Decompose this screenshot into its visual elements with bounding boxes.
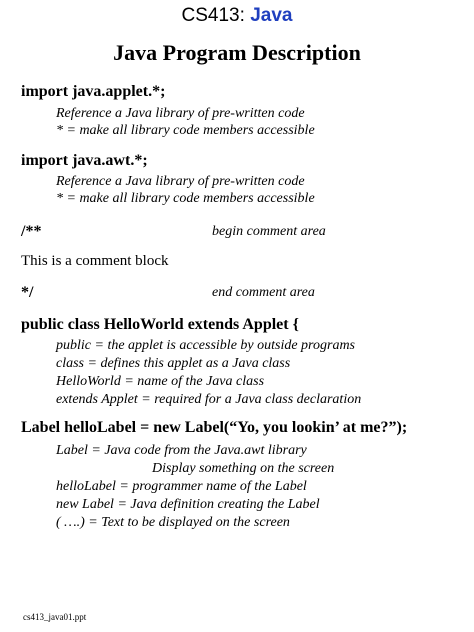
- note-line: new Label = Java definition creating the Label: [56, 497, 320, 512]
- code-line-class-declaration: public class HelloWorld extends Applet {: [21, 316, 299, 333]
- note-line: Reference a Java library of pre-written code: [56, 174, 305, 189]
- note-line: Display something on the screen: [152, 461, 335, 476]
- code-line-import-awt: import java.awt.*;: [21, 152, 148, 169]
- course-topic: Java: [250, 5, 293, 26]
- comment-open-token: /**: [21, 223, 42, 240]
- slide-title: Java Program Description: [113, 40, 361, 65]
- note-line: public = the applet is accessible by outside programs: [56, 338, 355, 353]
- comment-open-note: begin comment area: [212, 224, 326, 239]
- note-line: helloLabel = programmer name of the Label: [56, 479, 307, 494]
- note-line: * = make all library code members accessible: [56, 191, 315, 206]
- code-line-label-declaration: Label helloLabel = new Label(“Yo, you lookin’ at me?”);: [21, 419, 408, 436]
- comment-body-text: This is a comment block: [21, 253, 169, 269]
- note-line: Reference a Java library of pre-written code: [56, 106, 305, 121]
- footer-filename: cs413_java01.ppt: [23, 612, 87, 622]
- note-line: extends Applet = required for a Java class declaration: [56, 392, 362, 407]
- slide-course-heading: [0, 4, 474, 28]
- code-line-import-applet: import java.applet.*;: [21, 83, 166, 100]
- comment-close-token: */: [21, 284, 34, 301]
- note-line: * = make all library code members accessible: [56, 123, 315, 138]
- note-line: class = defines this applet as a Java class: [56, 356, 291, 371]
- note-line: HelloWorld = name of the Java class: [56, 374, 265, 389]
- note-line: ( ….) = Text to be displayed on the screen: [56, 515, 290, 530]
- comment-close-note: end comment area: [212, 285, 315, 300]
- note-line: Label = Java code from the Java.awt library: [56, 443, 307, 458]
- course-code: CS413:: [181, 5, 245, 26]
